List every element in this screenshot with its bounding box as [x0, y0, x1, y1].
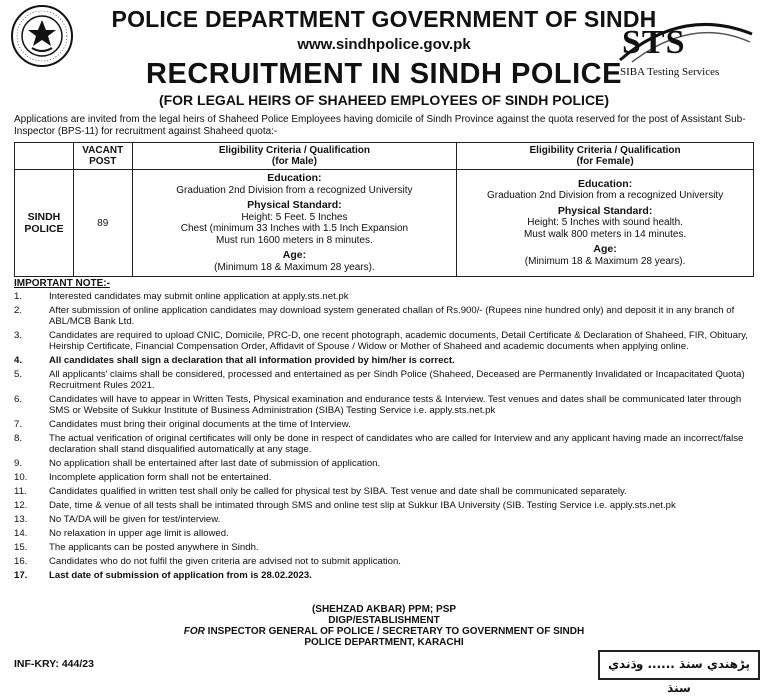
- list-item: 11. Candidates qualified in written test shall only be called for physical test by SIBA. Test venue and date shall be communicated separately.: [14, 486, 627, 497]
- vacant-post-header: VACANT POST: [73, 143, 132, 170]
- list-item: 7. Candidates must bring their original documents at the time of Interview.: [14, 419, 351, 430]
- signatory-name: (SHEHZAD AKBAR) PPM; PSP: [311, 604, 457, 615]
- website-link: www.sindhpolice.gov.pk: [297, 36, 471, 53]
- table-row: [15, 170, 754, 277]
- eligibility-table: [14, 142, 754, 277]
- empty-header-cell: [15, 143, 74, 170]
- sts-letters: STS: [622, 24, 686, 61]
- recruitment-headline: RECRUITMENT IN SINDH POLICE: [146, 58, 622, 90]
- intro-paragraph: Applications are invited from the legal heirs of Shaheed Police Employees having domicile of Sindh Province against the quota reserved for the post of Assistant Sub-Inspector (BPS-11) for recruitment against Shaheed quota:-: [14, 114, 746, 137]
- department-title: POLICE DEPARTMENT GOVERNMENT OF SINDH: [111, 6, 657, 32]
- female-criteria-header: Eligibility Criteria / Qualification (for Female): [457, 143, 754, 170]
- list-item: 16. Candidates who do not fulfil the given criteria are advised not to submit application.: [14, 556, 401, 567]
- list-item: 12. Date, time & venue of all tests shall be intimated through SMS and online test slip at Sukkur IBA University (SIB. Testing Service i.e. apply.sts.net.pk: [14, 500, 676, 511]
- reference-number: INF-KRY: 444/23: [14, 658, 94, 670]
- list-item: 4. All candidates shall sign a declaration that all information provided by him/her is correct.: [14, 355, 455, 366]
- list-item: 1. Interested candidates may submit online application at apply.sts.net.pk: [14, 291, 349, 302]
- list-item: 13. No TA/DA will be given for test/interview.: [14, 514, 221, 525]
- list-item: 9. No application shall be entertained after last date of submission of application.: [14, 458, 381, 469]
- sts-subtitle: SIBA Testing Services: [620, 66, 720, 78]
- list-item: 10. Incomplete application form shall not be entertained.: [14, 472, 272, 483]
- male-criteria-cell: Education: Graduation 2nd Division from a recognized University Physical Standard: Height: 5 Feet. 5 Inches Chest (minimum 33 Inches with 1.5 Inch Expansion Must run 1600 meters in 8 minutes. Age: (Minimum 18 & Maximum 28 years).: [132, 170, 457, 277]
- male-criteria-header: Eligibility Criteria / Qualification (for Male): [132, 143, 457, 170]
- signatory-designation: DIGP/ESTABLISHMENT: [328, 615, 440, 626]
- list-item: 6. Candidates will have to appear in Written Tests, Physical examination and endurance tests & Interview. Test venues and dates shall be communicated later through SMS or Website of Sukkur Institute of Business Administration (SIBA) Testing Service i.e. apply.sts.net.pk: [14, 394, 742, 416]
- list-item: 8. The actual verification of original certificates will only be done in respect of candidates who are called for Interview and any applicant having made an incorrect/false declaration shall stand disqualified automatically at any stage.: [14, 433, 744, 455]
- signatory-for-line: FOR INSPECTOR GENERAL OF POLICE / SECRETARY TO GOVERNMENT OF SINDH: [183, 626, 585, 637]
- list-item: 2. After submission of online application candidates may download system generated challan of Rs.900/- (Rupees nine hundred only) and deposit it in any branch of ABL/MCB Bank Ltd.: [14, 305, 735, 327]
- sindhi-slogan-box: پڑھندي سنڌ ...... وڌندي سنڌ: [598, 650, 760, 680]
- sindh-police-cell: SINDH POLICE: [15, 170, 74, 277]
- important-note-title: IMPORTANT NOTE:-: [14, 278, 110, 289]
- list-item: 15. The applicants can be posted anywhere in Sindh.: [14, 542, 259, 553]
- list-item: 3. Candidates are required to upload CNIC, Domicile, PRC-D, one recent photograph, academic documents, Detail Certificate & Declaration of Shaheed, FIR, Obituary, Heirship Certificate, Financial Compensation Order, Affidavit of Spouse / Widow or Mother of Shaheed and academic documents when applying online.: [14, 330, 748, 352]
- list-item: 17. Last date of submission of application from is 28.02.2023.: [14, 570, 312, 581]
- for-word: FOR: [183, 626, 205, 637]
- signatory-office: POLICE DEPARTMENT, KARACHI: [304, 637, 464, 648]
- table-header-row: [15, 143, 754, 170]
- notes-list: [14, 291, 756, 581]
- list-item: 5. All applicants' claims shall be considered, processed and entertained as per Sindh Police (Shaheed, Deceased are Permanently Invalidated or Incapacitated Quota) Recruitment Rules 2021.: [14, 369, 745, 391]
- recruitment-subheadline: (FOR LEGAL HEIRS OF SHAHEED EMPLOYEES OF SINDH POLICE): [158, 92, 610, 108]
- vacant-posts-value: 89: [73, 170, 132, 277]
- female-criteria-cell: Education: Graduation 2nd Division from a recognized University Physical Standard: Height: 5 Inches with sound health. Must walk 800 meters in 14 minutes. Age: (Minimum 18 & Maximum 28 years).: [457, 170, 754, 277]
- list-item: 14. No relaxation in upper age limit is allowed.: [14, 528, 229, 539]
